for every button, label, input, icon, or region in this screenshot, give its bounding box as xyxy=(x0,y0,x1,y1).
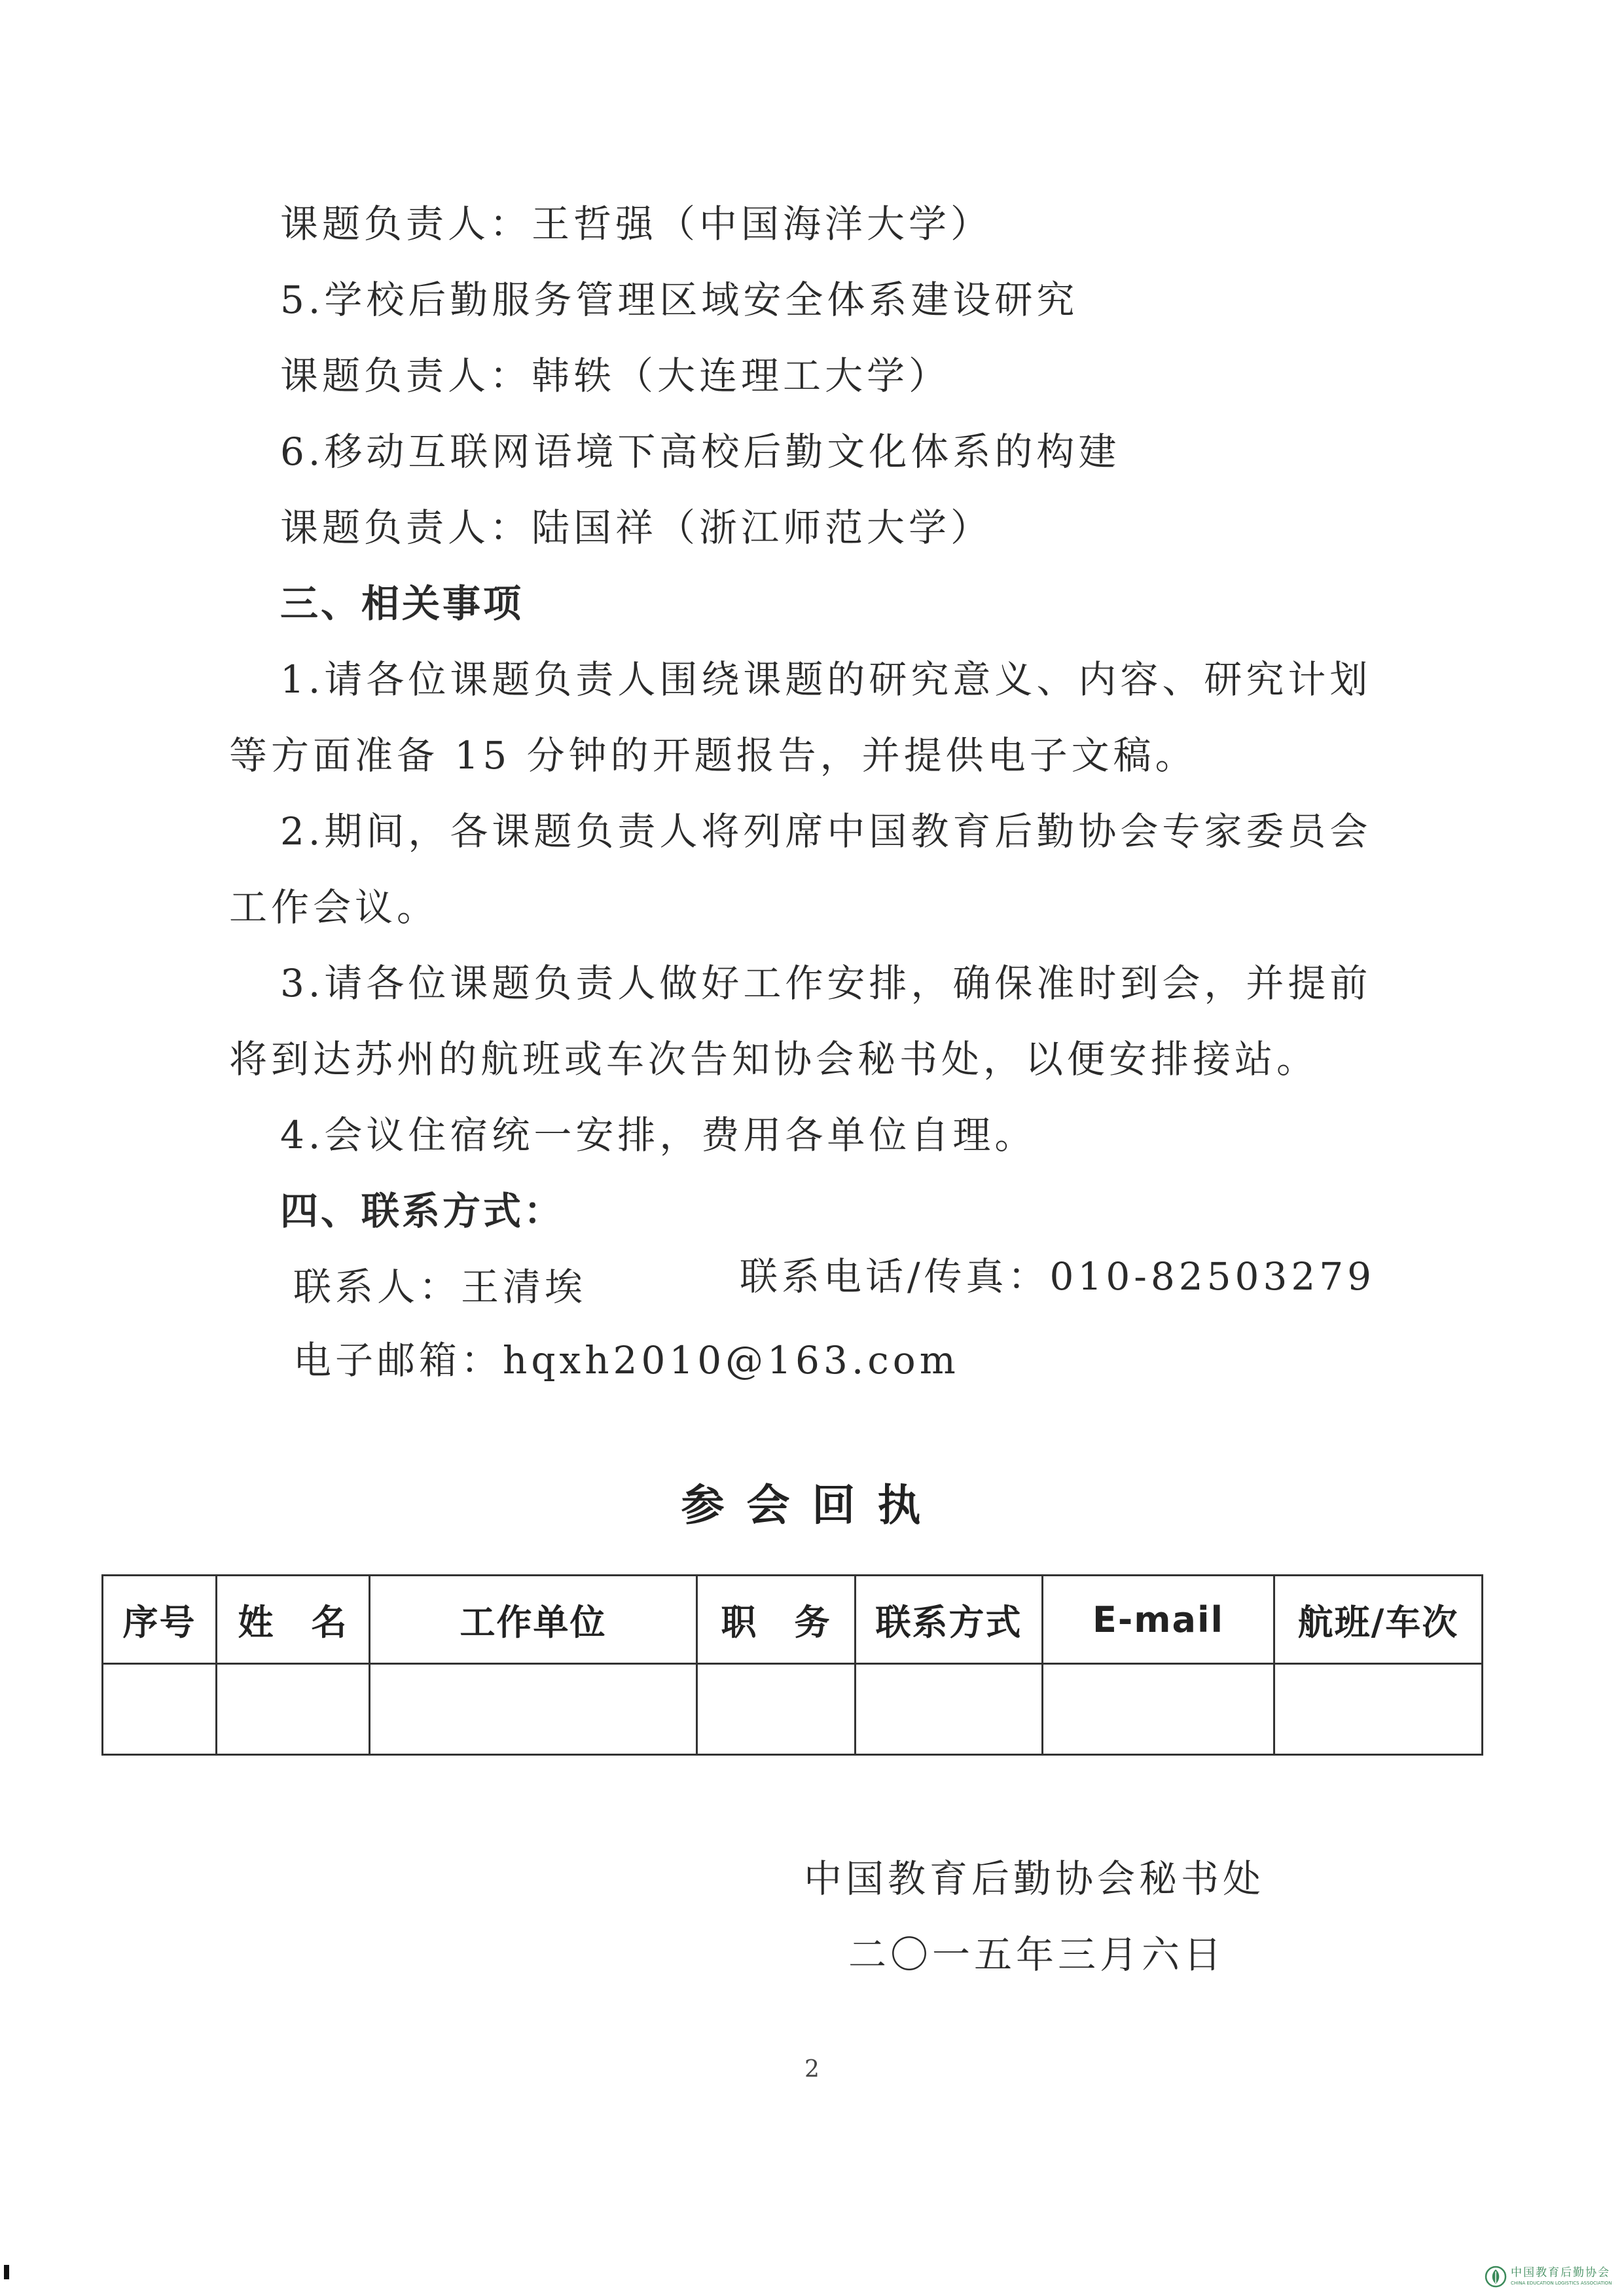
contact-phone: 联系电话/传真：010-82503279 xyxy=(740,1254,1376,1299)
cell-index[interactable] xyxy=(103,1664,217,1755)
signature-org: 中国教育后勤协会秘书处 xyxy=(804,1856,1265,1901)
signature-date: 二〇一五年三月六日 xyxy=(848,1932,1226,1977)
topic-4-leader: 课题负责人：王哲强（中国海洋大学） xyxy=(280,202,993,246)
logo-text: 中国教育后勤协会 xyxy=(1511,2266,1610,2279)
scan-mark xyxy=(4,2265,9,2279)
cell-position[interactable] xyxy=(697,1664,856,1755)
col-header-workplace: 工作单位 xyxy=(370,1576,697,1664)
section-3-item-2-line-1: 2.期间，各课题负责人将列席中国教育后勤协会专家委员会 xyxy=(280,809,1372,854)
col-header-email: E-mail xyxy=(1043,1576,1274,1664)
logo-subtext: CHINA EDUCATION LOGISTICS ASSOCIATION xyxy=(1511,2281,1612,2286)
association-logo xyxy=(1485,2264,1615,2290)
col-header-position: 职 务 xyxy=(697,1576,856,1664)
section-3-item-4: 4.会议住宿统一安排，费用各单位自理。 xyxy=(280,1113,1037,1157)
receipt-title: 参会回执 xyxy=(681,1480,943,1530)
section-4-heading: 四、联系方式： xyxy=(280,1189,565,1233)
topic-6-title: 6.移动互联网语境下高校后勤文化体系的构建 xyxy=(280,429,1121,474)
col-header-index: 序号 xyxy=(103,1576,217,1664)
cell-workplace[interactable] xyxy=(370,1664,697,1755)
col-header-flight: 航班/车次 xyxy=(1274,1576,1483,1664)
col-header-name: 姓 名 xyxy=(217,1576,370,1664)
topic-5-leader: 课题负责人：韩轶（大连理工大学） xyxy=(280,353,951,398)
section-3-item-1-line-2: 等方面准备 15 分钟的开题报告，并提供电子文稿。 xyxy=(229,733,1197,778)
section-3-item-1-line-1: 1.请各位课题负责人围绕课题的研究意义、内容、研究计划 xyxy=(280,657,1372,702)
cell-name[interactable] xyxy=(217,1664,370,1755)
topic-5-title: 5.学校后勤服务管理区域安全体系建设研究 xyxy=(280,278,1079,322)
cell-contact[interactable] xyxy=(856,1664,1043,1755)
cell-email[interactable] xyxy=(1043,1664,1274,1755)
receipt-header-row xyxy=(103,1576,1483,1664)
leaf-logo-icon xyxy=(1485,2266,1507,2288)
section-3-item-2-line-2: 工作会议。 xyxy=(229,885,439,930)
receipt-table xyxy=(101,1574,1483,1756)
receipt-blank-row xyxy=(103,1664,1483,1755)
section-3-heading: 三、相关事项 xyxy=(280,581,524,626)
cell-flight[interactable] xyxy=(1274,1664,1483,1755)
section-3-item-3-line-1: 3.请各位课题负责人做好工作安排，确保准时到会，并提前 xyxy=(280,961,1372,1005)
topic-6-leader: 课题负责人：陆国祥（浙江师范大学） xyxy=(280,505,993,550)
contact-email: 电子邮箱：hqxh2010@163.com xyxy=(293,1338,960,1382)
page-number: 2 xyxy=(804,2056,820,2083)
col-header-contact: 联系方式 xyxy=(856,1576,1043,1664)
section-3-item-3-line-2: 将到达苏州的航班或车次告知协会秘书处，以便安排接站。 xyxy=(229,1037,1319,1081)
contact-person: 联系人：王清埃 xyxy=(293,1265,587,1309)
